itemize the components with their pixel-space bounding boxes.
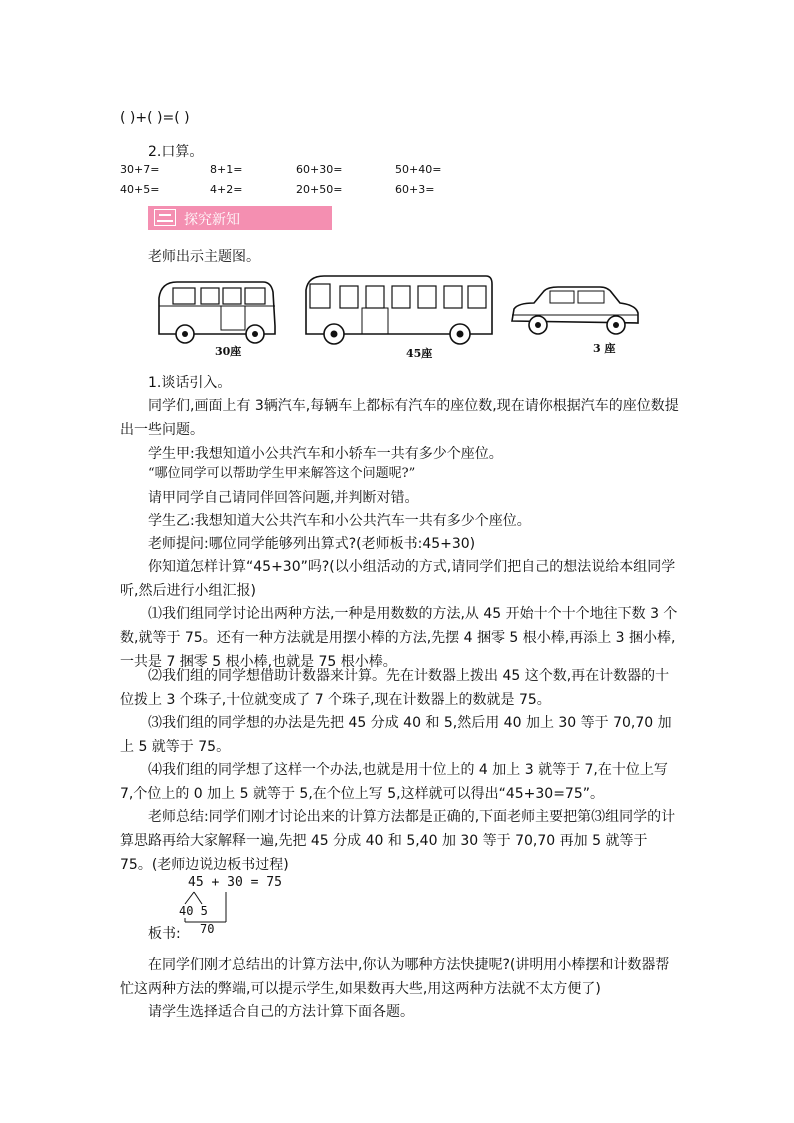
small-bus-label: 30座 [215, 345, 242, 358]
paragraph: 你知道怎样计算“45+30”吗?(以小组活动的方式,请同学们把自己的想法说给本组同学听,然后进行小组汇报) [120, 559, 676, 599]
calc-item: 4+2= [210, 183, 243, 196]
board-sum: 70 [200, 922, 215, 936]
calc-item: 60+30= [296, 163, 343, 176]
paragraph: 老师总结:同学们刚才讨论出来的计算方法都是正确的,下面老师主要把第⑶组同学的计算思路再给大家解释一遍,先把 45 分成 40 和 5,40 加 30 等于 70,70 再加 5 就等于 75。(老师边说边板书过程) [120, 809, 676, 873]
calc-item: 20+50= [296, 183, 343, 196]
board-split: 40 5 [179, 904, 208, 918]
paragraph: 在同学们刚才总结出的计算方法中,你认为哪种方法快捷呢?(讲明用小棒摆和计数器帮忙这两种方法的弊端,可以提示学生,如果数再大些,用这两种方法就不太方便了) [120, 957, 670, 997]
board-label: 板书: [148, 926, 181, 942]
paragraph: ⑶我们组的同学想的办法是先把 45 分成 40 和 5,然后用 40 加上 30 等于 70,70 加上 5 就等于 75。 [120, 715, 672, 755]
car-label: 3 座 [593, 342, 616, 355]
small-bus-illustration [155, 276, 280, 344]
section-number-icon [154, 209, 176, 226]
calc-item: 50+40= [395, 163, 442, 176]
section-banner-title: 探究新知 [184, 212, 240, 228]
calc-item: 30+7= [120, 163, 160, 176]
paragraph: 同学们,画面上有 3辆汽车,每辆车上都标有汽车的座位数,现在请你根据汽车的座位数提出一些问题。 [120, 398, 679, 438]
paragraph: 请甲同学自己请同伴回答问题,并判断对错。 [148, 490, 419, 506]
paragraph: 请学生选择适合自己的方法计算下面各题。 [148, 1004, 414, 1020]
big-bus-label: 45座 [406, 347, 433, 360]
step-title: 1.谈话引入。 [148, 375, 232, 391]
section-banner [148, 206, 332, 230]
big-bus-illustration [300, 270, 495, 348]
oral-calc-heading: 2.口算。 [148, 144, 204, 160]
paragraph: “哪位同学可以帮助学生甲来解答这个问题呢?” [148, 466, 416, 481]
calc-item: 8+1= [210, 163, 243, 176]
blank-equation: ( )+( )=( ) [120, 110, 190, 126]
paragraph: ⑷我们组的同学想了这样一个办法,也就是用十位上的 4 加上 3 就等于 7,在十位上写 7,个位上的 0 加上 5 就等于 5,在个位上写 5,这样就可以得出“45+30=75”。 [120, 762, 668, 802]
paragraph: ⑴我们组同学讨论出两种方法,一种是用数数的方法,从 45 开始十个十个地往下数 3 个数,就等于 75。还有一种方法就是用摆小棒的方法,先摆 4 捆零 5 根小棒,再添上 3 捆小棒,一共是 7 捆零 5 根小棒,也就是 75 根小棒。 [120, 606, 678, 670]
show-picture-text: 老师出示主题图。 [148, 249, 260, 265]
paragraph: 老师提问:哪位同学能够列出算式?(老师板书:45+30) [148, 536, 476, 552]
calc-item: 60+3= [395, 183, 435, 196]
paragraph: 学生甲:我想知道小公共汽车和小轿车一共有多少个座位。 [148, 446, 503, 462]
board-equation: 45 + 30 = 75 [188, 875, 282, 890]
paragraph: ⑵我们组的同学想借助计数器来计算。先在计数器上拨出 45 这个数,再在计数器的十位拨上 3 个珠子,十位就变成了 7 个珠子,现在计数器上的数就是 75。 [120, 668, 670, 708]
calc-item: 40+5= [120, 183, 160, 196]
paragraph: 学生乙:我想知道大公共汽车和小公共汽车一共有多少个座位。 [148, 513, 531, 529]
car-illustration [508, 283, 643, 338]
